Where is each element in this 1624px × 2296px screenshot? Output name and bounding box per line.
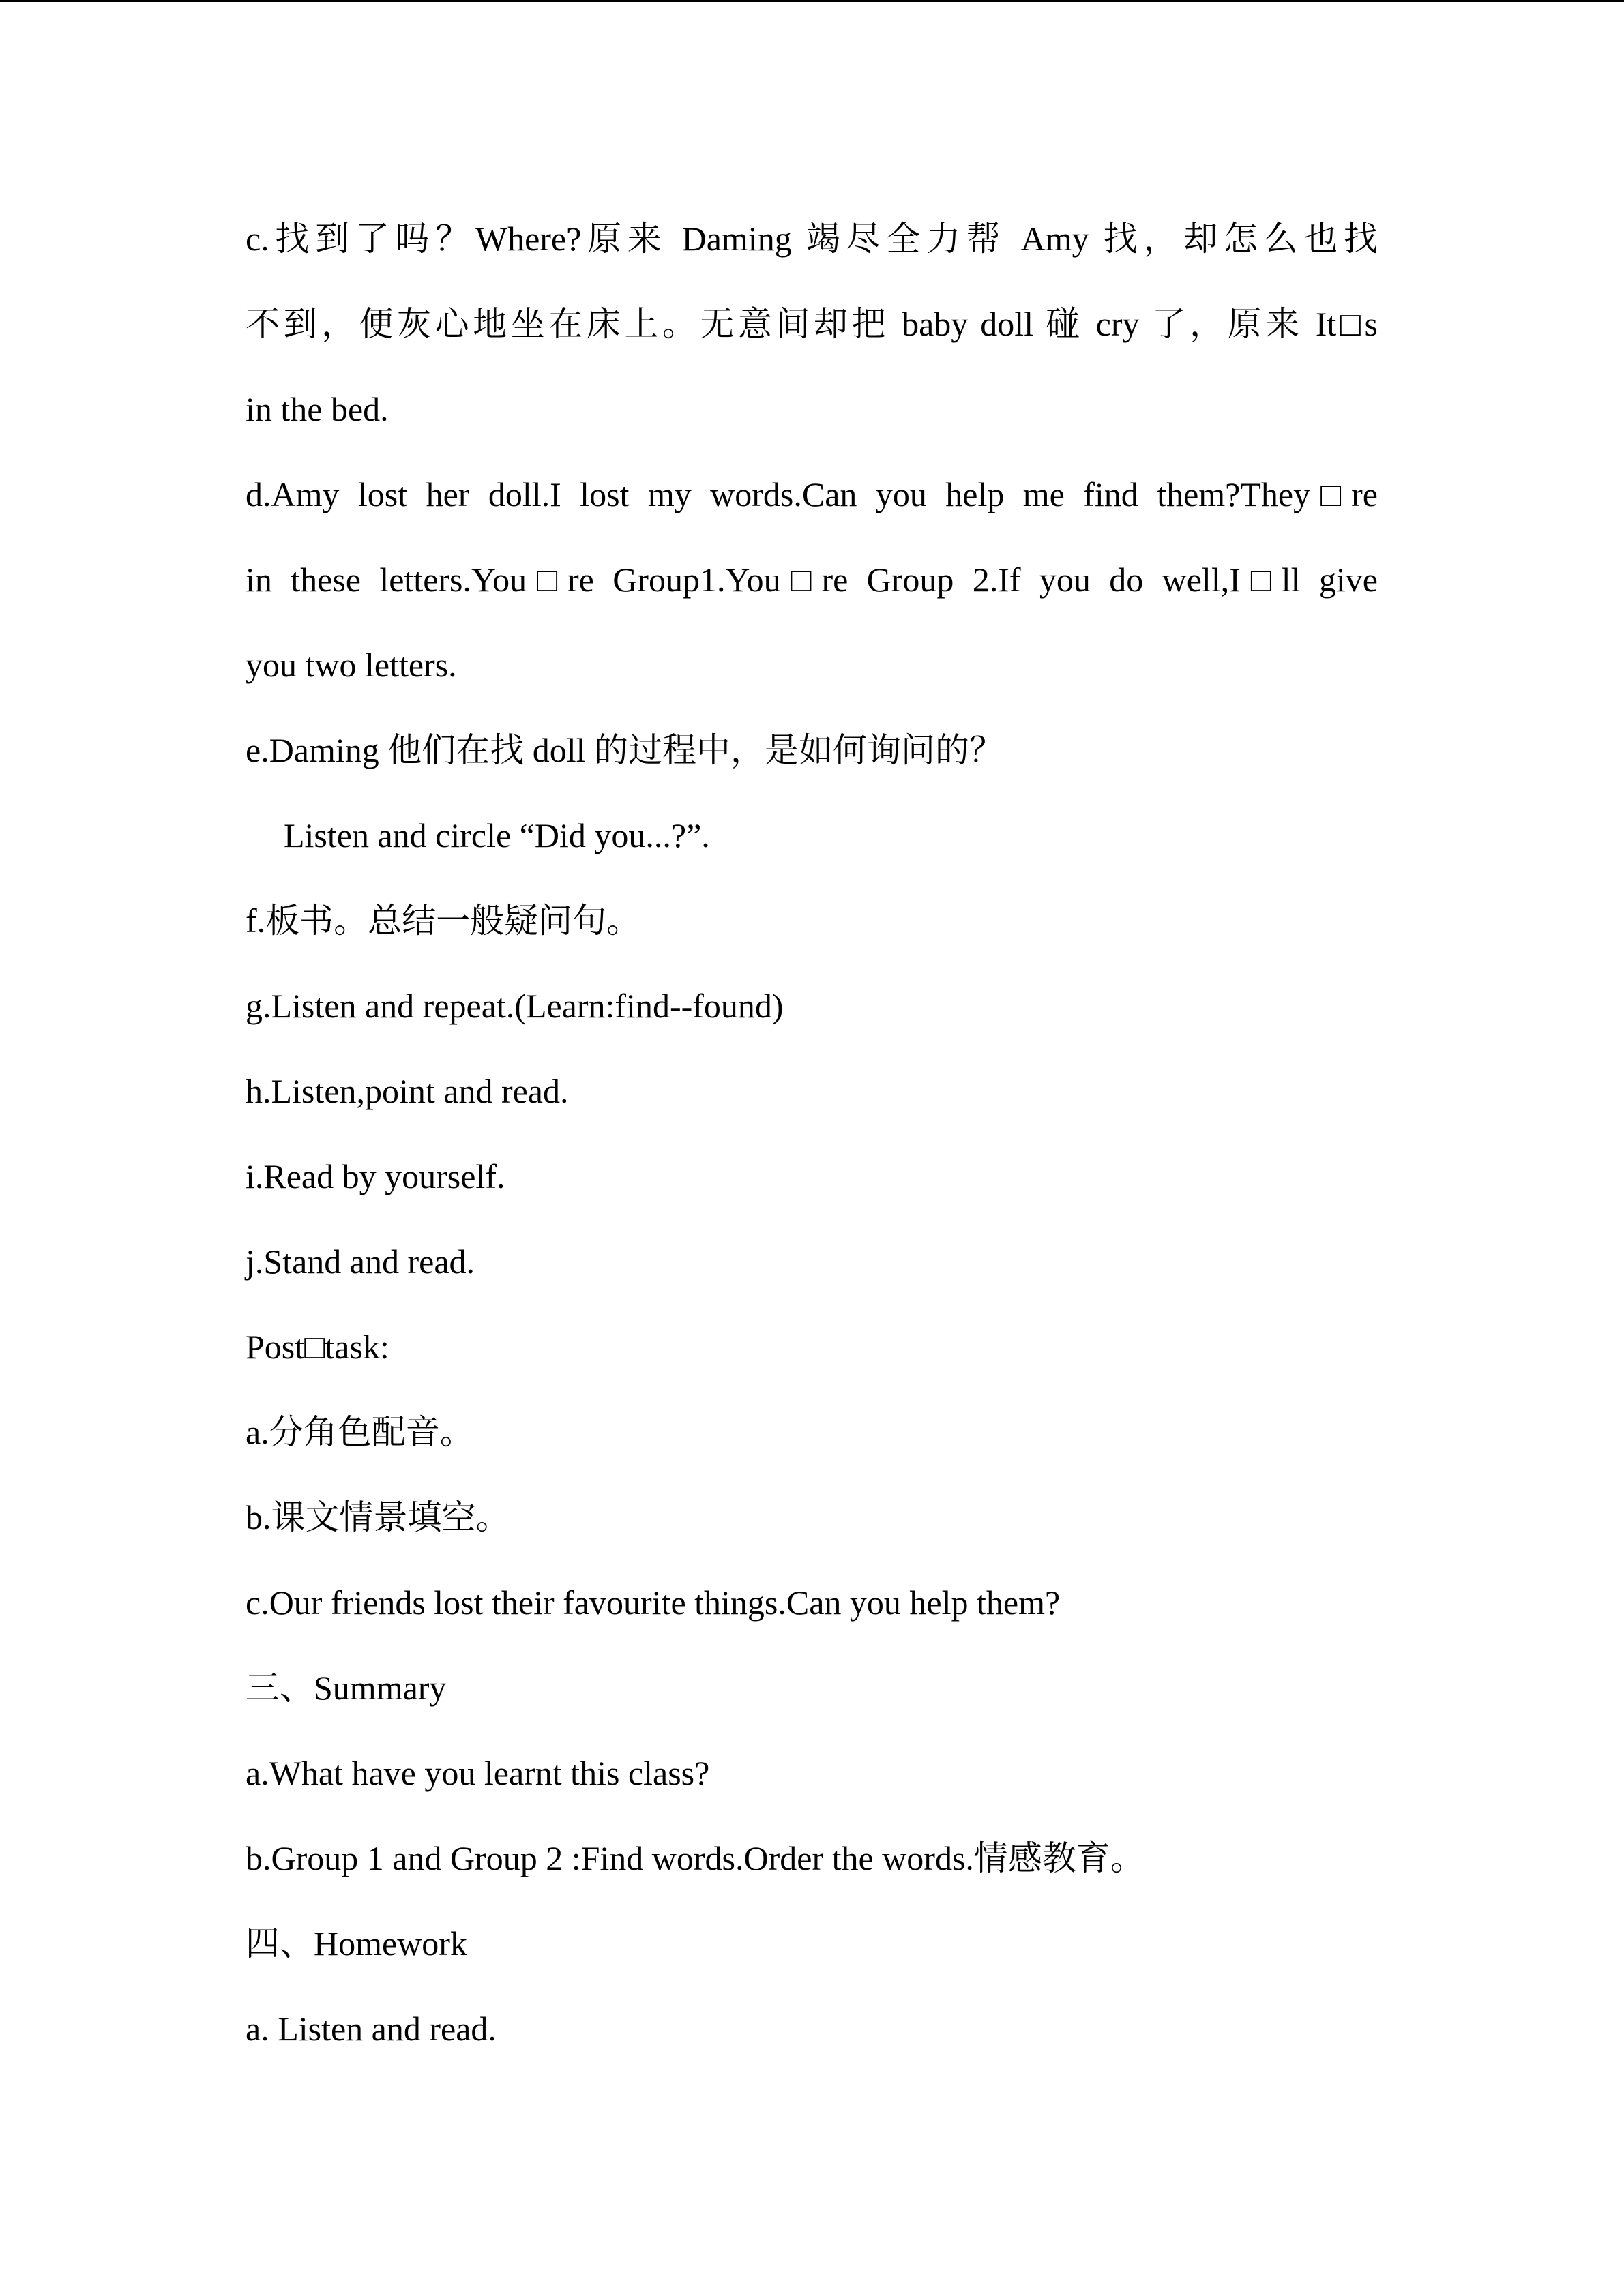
text-line: d.Amy lost her doll.I lost my words.Can you help me find them?They□re xyxy=(246,475,1378,513)
text-line: e.Daming 他们在找 doll 的过程中，是如何询问的？ xyxy=(246,731,1004,769)
text-line: a.What have you learnt this class? xyxy=(246,1754,710,1792)
text-line: in these letters.You□re Group1.You□re Group 2.If you do well,I□ll give xyxy=(246,561,1378,599)
text-line: Listen and circle “Did you...?”. xyxy=(284,816,710,854)
text-line: c.找到了吗？Where?原来 Daming 竭尽全力帮 Amy 找，却怎么也找 xyxy=(246,220,1378,258)
section-heading-summary: 三、Summary xyxy=(246,1669,447,1707)
text-line: 不到，便灰心地坐在床上。无意间却把 baby doll 碰 cry 了，原来 It□s xyxy=(246,305,1378,343)
text-line: you two letters. xyxy=(246,646,457,684)
text-line: a.分角色配音。 xyxy=(246,1413,474,1451)
text-line: i.Read by yourself. xyxy=(246,1157,505,1195)
text-line: a. Listen and read. xyxy=(246,2010,497,2048)
section-heading-homework: 四、Homework xyxy=(246,1924,467,1963)
text-line: b.课文情景填空。 xyxy=(246,1498,510,1536)
text-line: f.板书。总结一般疑问句。 xyxy=(246,901,641,940)
text-line: c.Our friends lost their favourite things.Can you help them? xyxy=(246,1583,1061,1622)
text-line: j.Stand and read. xyxy=(246,1242,475,1281)
text-line: Post□task: xyxy=(246,1328,389,1366)
text-line: h.Listen,point and read. xyxy=(246,1072,569,1110)
text-line: b.Group 1 and Group 2 :Find words.Order the words.情感教育。 xyxy=(246,1839,1145,1877)
text-line: g.Listen and repeat.(Learn:find--found) xyxy=(246,987,784,1025)
text-line: in the bed. xyxy=(246,390,389,428)
